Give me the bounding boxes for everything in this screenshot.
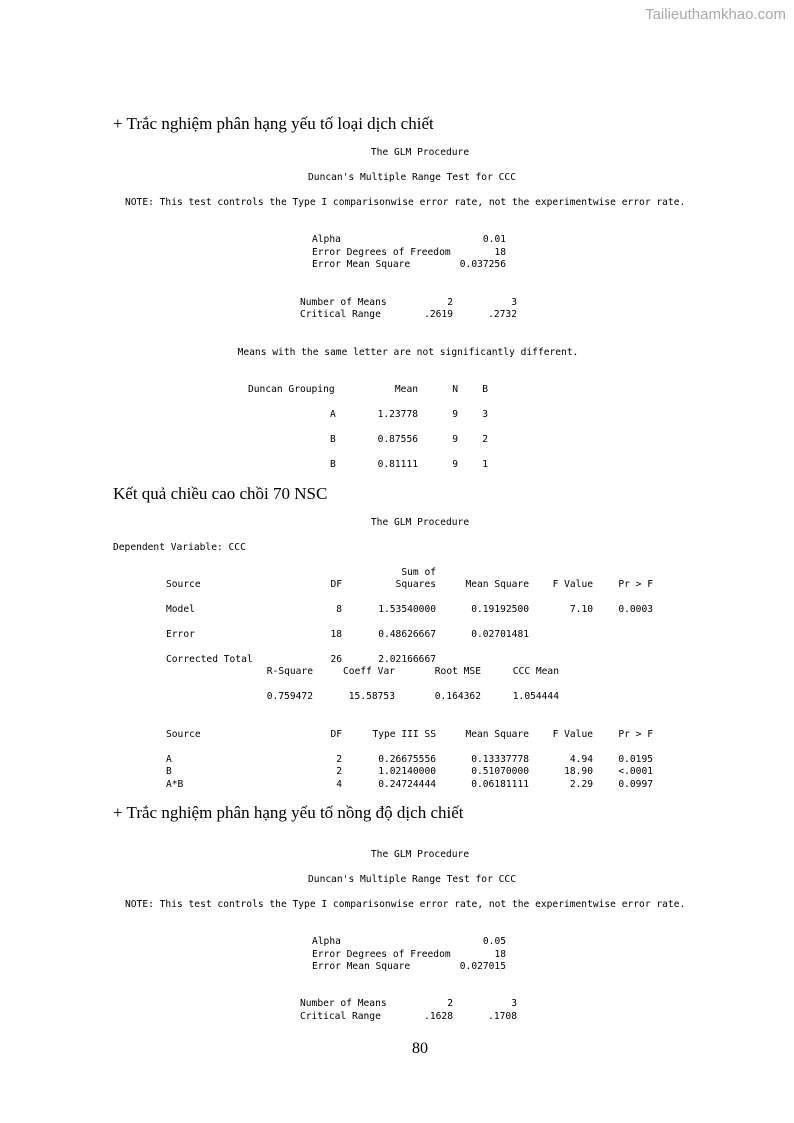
s1-group-n: 9 (452, 409, 458, 420)
s2-anova-source: Error (166, 629, 195, 640)
s2-type3-ss: 0.24724444 (378, 779, 436, 790)
s3-param-value: 18 (494, 949, 506, 960)
s3-param-value: 0.05 (482, 936, 506, 947)
s2-type3-f: 4.94 (569, 754, 593, 765)
section1-heading: + Trắc nghiệm phân hạng yếu tố loại dịch chiết (113, 114, 434, 133)
s1-param-label: Error Degrees of Freedom (312, 247, 451, 258)
s2-type3-p: 0.0195 (618, 754, 653, 765)
s3-param-label: Error Mean Square (312, 961, 411, 972)
s1-group-letter: A (330, 409, 336, 420)
s3-means-label: Number of Means (300, 998, 387, 1009)
s3-means-value: 2 (447, 998, 453, 1009)
s1-param-value: 0.01 (482, 234, 506, 245)
s2-anova-header: Source (166, 579, 201, 590)
s2-type3-df: 4 (336, 779, 342, 790)
s2-fit-value: 0.759472 (266, 691, 313, 702)
s2-anova-p: 0.0003 (618, 604, 653, 615)
s2-anova-header: F Value (552, 579, 593, 590)
s1-group-b: 1 (482, 459, 488, 470)
s3-range-value: .1628 (424, 1011, 453, 1022)
s1-grouping-header: N (452, 384, 458, 395)
s1-means-label: Number of Means (300, 297, 387, 308)
s2-type3-source: B (166, 766, 172, 777)
s2-type3-header: Source (166, 729, 201, 740)
s2-fit-value: 1.054444 (512, 691, 559, 702)
s2-type3-ms: 0.13337778 (471, 754, 529, 765)
s3-note: NOTE: This test controls the Type I comparisonwise error rate, not the experimentwise error rate. (125, 899, 686, 910)
s2-type3-f: 2.29 (569, 779, 593, 790)
s1-note: NOTE: This test controls the Type I comparisonwise error rate, not the experimentwise error rate. (125, 197, 686, 208)
s2-anova-ss: 0.48626667 (378, 629, 436, 640)
s2-type3-df: 2 (336, 754, 342, 765)
s2-type3-header: F Value (552, 729, 593, 740)
s2-anova-header: Sum of (401, 567, 436, 578)
s1-group-b: 3 (482, 409, 488, 420)
s2-type3-ms: 0.06181111 (471, 779, 529, 790)
s2-anova-ss: 1.53540000 (378, 604, 436, 615)
s1-group-n: 9 (452, 434, 458, 445)
s2-anova-f: 7.10 (569, 604, 593, 615)
s3-param-label: Alpha (312, 936, 341, 947)
s1-test-title: Duncan's Multiple Range Test for CCC (308, 172, 516, 183)
s1-param-value: 0.037256 (459, 259, 506, 270)
s1-grouping-header: Mean (394, 384, 418, 395)
s1-range-label: Critical Range (300, 309, 381, 320)
s1-group-mean: 0.81111 (377, 459, 418, 470)
s3-param-label: Error Degrees of Freedom (312, 949, 451, 960)
s1-grouping-header: Duncan Grouping (248, 384, 335, 395)
page-number: 80 (412, 1040, 428, 1057)
s2-type3-source: A (166, 754, 172, 765)
s2-procedure-title: The GLM Procedure (370, 517, 470, 528)
s1-procedure-title: The GLM Procedure (370, 147, 470, 158)
s1-param-label: Error Mean Square (312, 259, 411, 270)
s2-anova-header: Squares (395, 579, 436, 590)
s2-fit-header: Root MSE (434, 666, 481, 677)
s2-anova-header: Pr > F (618, 579, 653, 590)
s2-type3-ss: 1.02140000 (378, 766, 436, 777)
s2-dependent-variable: Dependent Variable: CCC (113, 542, 246, 553)
s1-group-b: 2 (482, 434, 488, 445)
s1-param-label: Alpha (312, 234, 341, 245)
s1-group-mean: 1.23778 (377, 409, 418, 420)
s2-type3-header: DF (330, 729, 342, 740)
s3-test-title: Duncan's Multiple Range Test for CCC (308, 874, 516, 885)
s2-type3-header: Type III SS (372, 729, 436, 740)
s1-range-value: .2732 (488, 309, 517, 320)
s2-fit-header: Coeff Var (343, 666, 395, 677)
section3-heading: + Trắc nghiệm phân hạng yếu tố nồng độ dịch chiết (113, 803, 464, 822)
s2-anova-df: 18 (330, 629, 342, 640)
s2-type3-p: <.0001 (618, 766, 653, 777)
s1-means-value: 2 (447, 297, 453, 308)
s1-group-mean: 0.87556 (377, 434, 418, 445)
s1-param-value: 18 (494, 247, 506, 258)
s2-anova-source: Model (166, 604, 195, 615)
s2-anova-header: DF (330, 579, 342, 590)
s1-grouping-header: B (482, 384, 488, 395)
s2-anova-ms: 0.02701481 (471, 629, 529, 640)
s2-type3-df: 2 (336, 766, 342, 777)
s2-type3-source: A*B (166, 779, 184, 790)
section2-heading: Kết quả chiều cao chồi 70 NSC (113, 484, 328, 503)
s2-fit-header: CCC Mean (512, 666, 559, 677)
s3-procedure-title: The GLM Procedure (370, 849, 470, 860)
s2-anova-ms: 0.19192500 (471, 604, 529, 615)
s3-means-value: 3 (511, 998, 517, 1009)
s2-anova-df: 8 (336, 604, 342, 615)
s3-param-value: 0.027015 (459, 961, 506, 972)
s2-type3-ss: 0.26675556 (378, 754, 436, 765)
s1-means-value: 3 (511, 297, 517, 308)
s1-group-letter: B (330, 459, 336, 470)
s1-range-value: .2619 (424, 309, 453, 320)
s2-fit-value: 15.58753 (348, 691, 395, 702)
s2-type3-header: Pr > F (618, 729, 653, 740)
s1-group-n: 9 (452, 459, 458, 470)
s2-anova-header: Mean Square (465, 579, 529, 590)
s3-range-value: .1708 (488, 1011, 517, 1022)
s2-type3-p: 0.0997 (618, 779, 653, 790)
s2-anova-ss: 2.02166667 (378, 654, 436, 665)
s1-means-note: Means with the same letter are not significantly different. (237, 347, 579, 358)
s2-type3-header: Mean Square (465, 729, 529, 740)
s2-type3-ms: 0.51070000 (471, 766, 529, 777)
watermark: Tailieuthamkhao.com (645, 6, 786, 23)
s1-group-letter: B (330, 434, 336, 445)
s2-fit-header: R-Square (266, 666, 313, 677)
s2-anova-source: Corrected Total (166, 654, 253, 665)
s2-anova-df: 26 (330, 654, 342, 665)
s2-fit-value: 0.164362 (434, 691, 481, 702)
s2-type3-f: 18.90 (564, 766, 593, 777)
s3-range-label: Critical Range (300, 1011, 381, 1022)
